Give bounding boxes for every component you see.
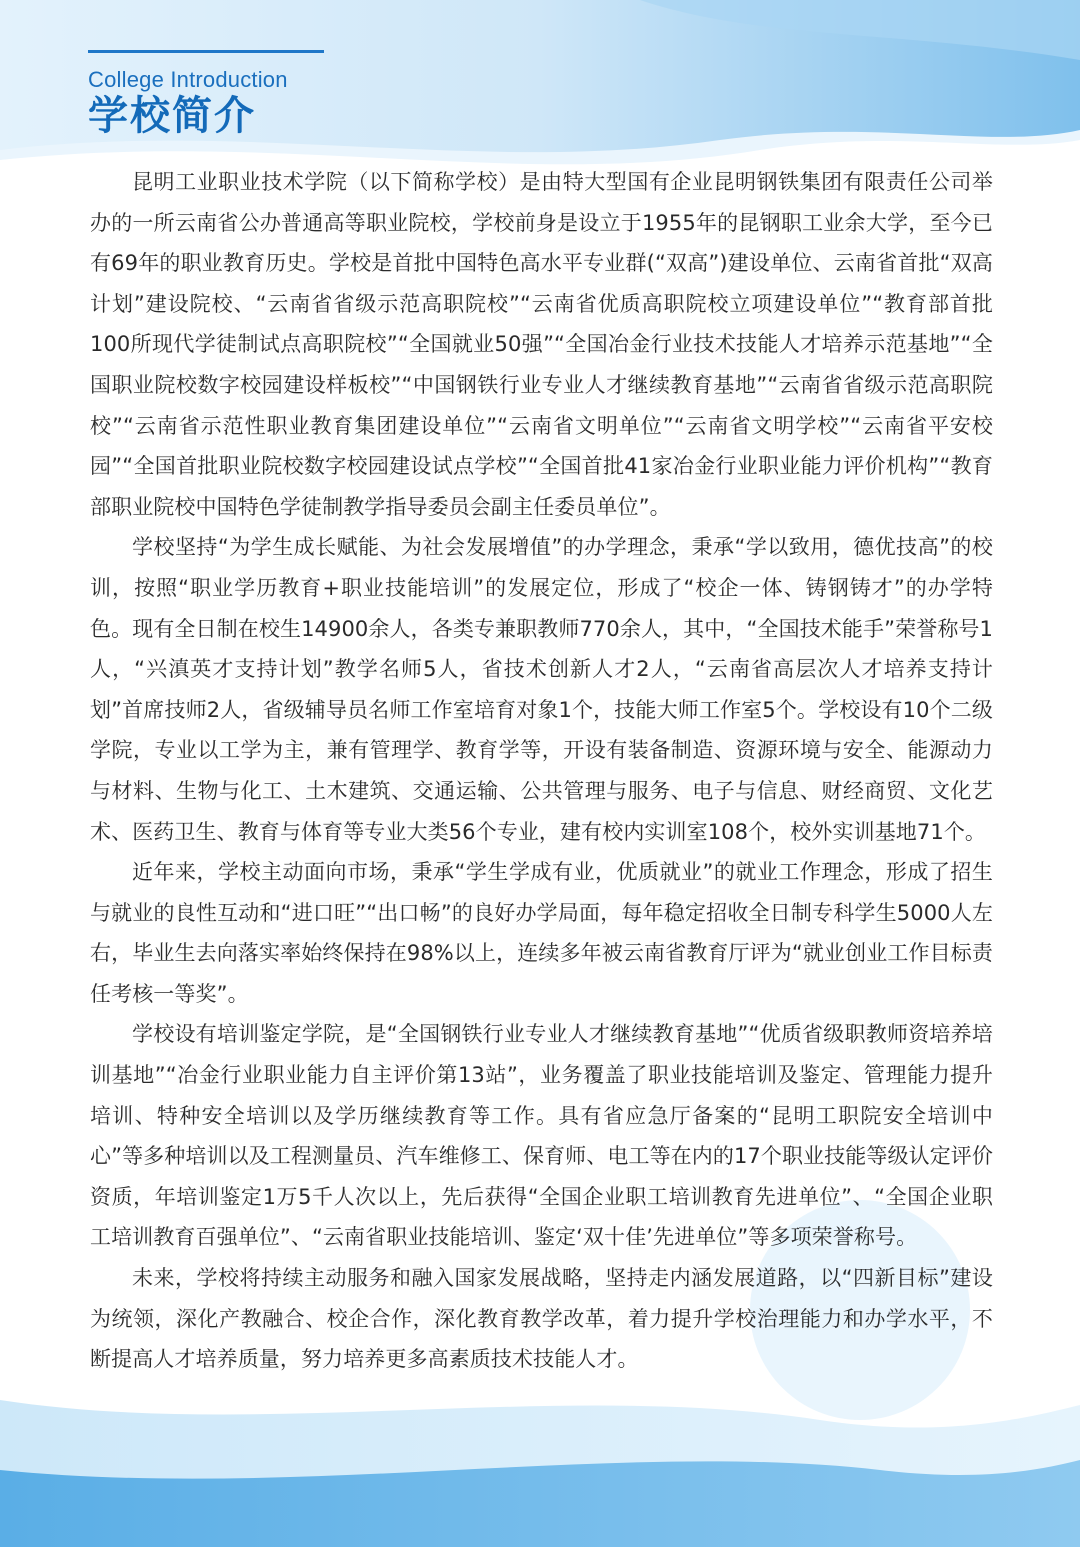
paragraph-future: 未来，学校将持续主动服务和融入国家发展战略，坚持走内涵发展道路，以“四新目标”建设为统领，深化产教融合、校企合作，深化教育教学改革，着力提升学校治理能力和办学水平，不断提高人才培养质量，努力培养更多高素质技术技能人才。 [90,1266,993,1372]
page-title: 学校简介 [88,93,256,139]
paragraph-overview: 昆明工业职业技术学院（以下简称学校）是由特大型国有企业昆明钢铁集团有限责任公司举办的一所云南省公办普通高等职业院校，学校前身是设立于1955年的昆钢职工业余大学，至今已有69年的职业教育历史。学校是首批中国特色高水平专业群(“双高”)建设单位、云南省首批“双高计划”建设院校、“云南省省级示范高职院校”“云南省优质高职院校立项建设单位”“教育部首批100所现代学徒制试点高职院校”“全国就业50强”“全国冶金行业技术技能人才培养示范基地”“全国职业院校数字校园建设样板校”“中国钢铁行业专业人才继续教育基地”“云南省省级示范高职院校”“云南省示范性职业教育集团建设单位”“云南省文明单位”“云南省文明学校”“云南省平安校园”“全国首批职业院校数字校园建设试点学校”“全国首批41家冶金行业职业能力评价机构”“教育部职业院校中国特色学徒制教学指导委员会副主任委员单位”。 [90,170,993,519]
page-header [88,50,324,141]
title-english: College Introduction [88,67,288,92]
paragraph-employment: 近年来，学校主动面向市场，秉承“学生学成有业，优质就业”的就业工作理念，形成了招生与就业的良性互动和“进口旺”“出口畅”的良好办学局面，每年稳定招收全日制专科学生5000人左右，毕业生去向落实率始终保持在98%以上，连续多年被云南省教育厅评为“就业创业工作目标责任考核一等奖”。 [90,860,993,1006]
header-rule [88,50,324,53]
paragraph-philosophy: 学校坚持“为学生成长赋能、为社会发展增值”的办学理念，秉承“学以致用，德优技高”的校训，按照“职业学历教育+职业技能培训”的发展定位，形成了“校企一体、铸钢铸才”的办学特色。现有全日制在校生14900余人，各类专兼职教师770余人，其中，“全国技术能手”荣誉称号1人，“兴滇英才支持计划”教学名师5人，省技术创新人才2人，“云南省高层次人才培养支持计划”首席技师2人，省级辅导员名师工作室培育对象1个，技能大师工作室5个。学校设有10个二级学院，专业以工学为主，兼有管理学、教育学等，开设有装备制造、资源环境与安全、能源动力与材料、生物与化工、土木建筑、交通运输、公共管理与服务、电子与信息、财经商贸、文化艺术、医药卫生、教育与体育等专业大类56个专业，建有校内实训室108个，校外实训基地71个。 [90,535,993,844]
paragraph-training: 学校设有培训鉴定学院，是“全国钢铁行业专业人才继续教育基地”“优质省级职教师资培养培训基地”“冶金行业职业能力自主评价第13站”，业务覆盖了职业技能培训及鉴定、管理能力提升培训、特种安全培训以及学历继续教育等工作。具有省应急厅备案的“昆明工职院安全培训中心”等多种培训以及工程测量员、汽车维修工、保育师、电工等在内的17个职业技能等级认定评价资质，年培训鉴定1万5千人次以上，先后获得“全国企业职工培训教育先进单位”、“全国企业职工培训教育百强单位”、“云南省职业技能培训、鉴定‘双十佳’先进单位”等多项荣誉称号。 [90,1022,993,1250]
intro-text [90,162,993,1380]
